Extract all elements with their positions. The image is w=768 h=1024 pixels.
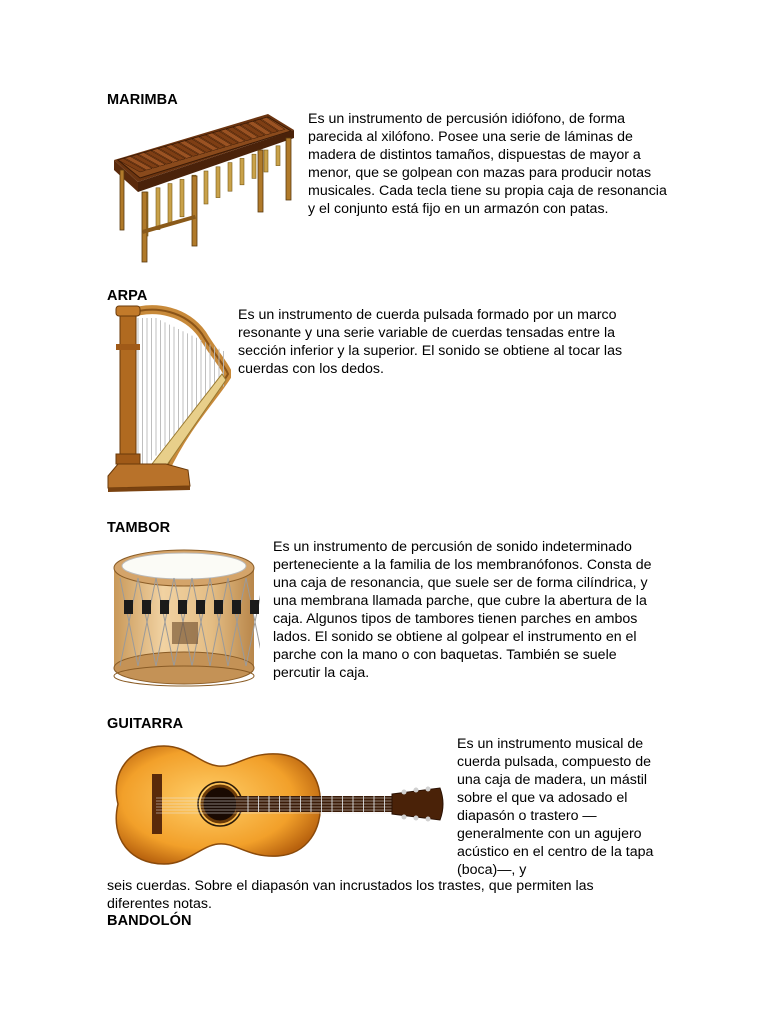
arpa-description: Es un instrumento de cuerda pulsada formado por un marco resonante y una serie variable de cuerdas tensadas entre la sección inferior y la superior. El sonido se obtiene al tocar las cuerdas con los dedos.	[238, 307, 623, 377]
drum-image	[108, 542, 260, 690]
marimba-image	[108, 108, 298, 266]
bandolon-heading: BANDOLÓN	[107, 913, 192, 929]
harp-image	[106, 304, 231, 492]
arpa-heading: ARPA	[107, 288, 148, 304]
guitar-image	[108, 742, 450, 868]
tambor-heading: TAMBOR	[107, 520, 171, 536]
guitarra-description-side: Es un instrumento musical de cuerda pulsada, compuesto de una caja de madera, un mástil sobre el que va adosado el diapasón o trastero —generalmente con un agujero acústico en el centro de la tapa (boca)—, y	[457, 736, 654, 878]
tambor-description: Es un instrumento de percusión de sonido indeterminado perteneciente a la familia de los membranófonos. Consta de una caja de resonancia, que suele ser de forma cilíndrica, y una membrana llamada parche, que cubre la abertura de la caja. Algunos tipos de tambores tienen parches en ambos lados. El sonido se obtiene al golpear el instrumento en el parche con la mano o con baquetas. También se suele percutir la caja.	[273, 539, 652, 681]
marimba-description: Es un instrumento de percusión idiófono, de forma parecida al xilófono. Posee una serie de láminas de madera de distintos tamaños, dispuestas de mayor a menor, que se golpean con mazas para producir notas musicales. Cada tecla tiene su propia caja de resonancia y el conjunto está fijo en un armazón con patas.	[308, 111, 667, 217]
guitarra-heading: GUITARRA	[107, 716, 184, 732]
marimba-heading: MARIMBA	[107, 92, 178, 108]
guitarra-description-bottom: seis cuerdas. Sobre el diapasón van incrustados los trastes, que permiten las diferentes notas.	[107, 878, 594, 912]
